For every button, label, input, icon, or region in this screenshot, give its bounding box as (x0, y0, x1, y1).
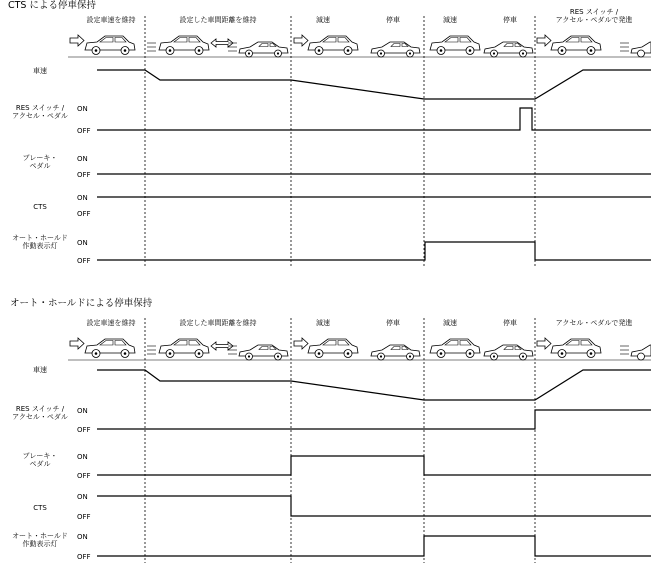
car-icon (484, 42, 533, 57)
phase-label: 設定車速を維持 (86, 319, 136, 327)
car-illustration-row (68, 35, 651, 57)
phase-label: 設定した車間距離を維持 (179, 16, 257, 24)
car-icon (159, 36, 209, 55)
on-label: ON (77, 105, 88, 113)
on-label: ON (77, 493, 88, 501)
car-illustration-row (68, 338, 651, 360)
res-switch-signal (97, 410, 651, 429)
off-label: OFF (77, 171, 91, 179)
auto-hold-indicator-signal (97, 536, 651, 556)
motion-lines-icon (620, 346, 629, 354)
row-label-cts: CTS (33, 504, 47, 512)
on-label: ON (77, 533, 88, 541)
res-switch-signal (97, 108, 651, 130)
car-icon (551, 36, 601, 55)
phase-label: 減速 (316, 319, 330, 327)
row-label-brake-pedal: ブレーキ・ペダル (22, 452, 58, 468)
phase-label: アクセル・ペダルで発進 (555, 319, 633, 327)
wheel (638, 353, 645, 360)
car-icon (159, 339, 209, 358)
car-icon (85, 339, 135, 358)
phase-label: 停車 (386, 16, 400, 24)
row-label-res-switch: RES スイッチ /アクセル・ペダル (12, 104, 68, 120)
arrow-right-icon (294, 338, 308, 349)
car-icon (371, 345, 420, 360)
diagram-title: CTS による停車保持 (8, 0, 96, 11)
diagram-title: オート・ホールドによる停車保持 (10, 298, 153, 309)
phase-label: 減速 (443, 16, 457, 24)
arrow-right-icon (70, 338, 84, 349)
off-label: OFF (77, 210, 91, 218)
row-label-speed: 車速 (33, 67, 47, 75)
row-label-res-switch: RES スイッチ /アクセル・ペダル (12, 405, 68, 421)
speed-signal (97, 370, 651, 400)
on-label: ON (77, 453, 88, 461)
off-label: OFF (77, 257, 91, 265)
phase-label: 設定した車間距離を維持 (179, 319, 257, 327)
phase-label: 設定車速を維持 (86, 16, 136, 24)
car-icon (371, 42, 420, 57)
motion-lines-icon (147, 43, 156, 51)
car-icon (308, 339, 358, 358)
phase-label: 減速 (316, 16, 330, 24)
phase-label: 停車 (503, 16, 517, 24)
phase-label: 停車 (503, 319, 517, 327)
row-label-speed: 車速 (33, 366, 47, 374)
off-label: OFF (77, 553, 91, 561)
car-icon (308, 36, 358, 55)
off-label: OFF (77, 513, 91, 521)
off-label: OFF (77, 426, 91, 434)
on-label: ON (77, 155, 88, 163)
car-icon (85, 36, 135, 55)
brake-pedal-signal (97, 456, 651, 475)
motion-lines-icon (147, 346, 156, 354)
car-icon (484, 345, 533, 360)
auto-hold-indicator-signal (97, 242, 651, 260)
car-icon (239, 42, 288, 57)
car-icon (430, 36, 480, 55)
car-icon (239, 345, 288, 360)
row-label-auto-hold-indicator: オート・ホールド作動表示灯 (12, 234, 68, 250)
car-icon (430, 339, 480, 358)
phase-label: 減速 (443, 319, 457, 327)
on-label: ON (77, 194, 88, 202)
cts-signal (97, 496, 651, 516)
off-label: OFF (77, 127, 91, 135)
row-label-auto-hold-indicator: オート・ホールド作動表示灯 (12, 532, 68, 548)
phase-label: RES スイッチ /アクセル・ペダルで発進 (555, 8, 633, 24)
wheel (638, 50, 645, 57)
motion-lines-icon (620, 43, 629, 51)
off-label: OFF (77, 472, 91, 480)
arrow-right-icon (537, 338, 551, 349)
row-label-brake-pedal: ブレーキ・ペダル (22, 154, 58, 170)
car-icon (551, 339, 601, 358)
on-label: ON (77, 407, 88, 415)
arrow-right-icon (294, 35, 308, 46)
speed-signal (97, 70, 651, 99)
arrow-right-icon (537, 35, 551, 46)
arrow-right-icon (70, 35, 84, 46)
row-label-cts: CTS (33, 203, 47, 211)
on-label: ON (77, 239, 88, 247)
phase-label: 停車 (386, 319, 400, 327)
